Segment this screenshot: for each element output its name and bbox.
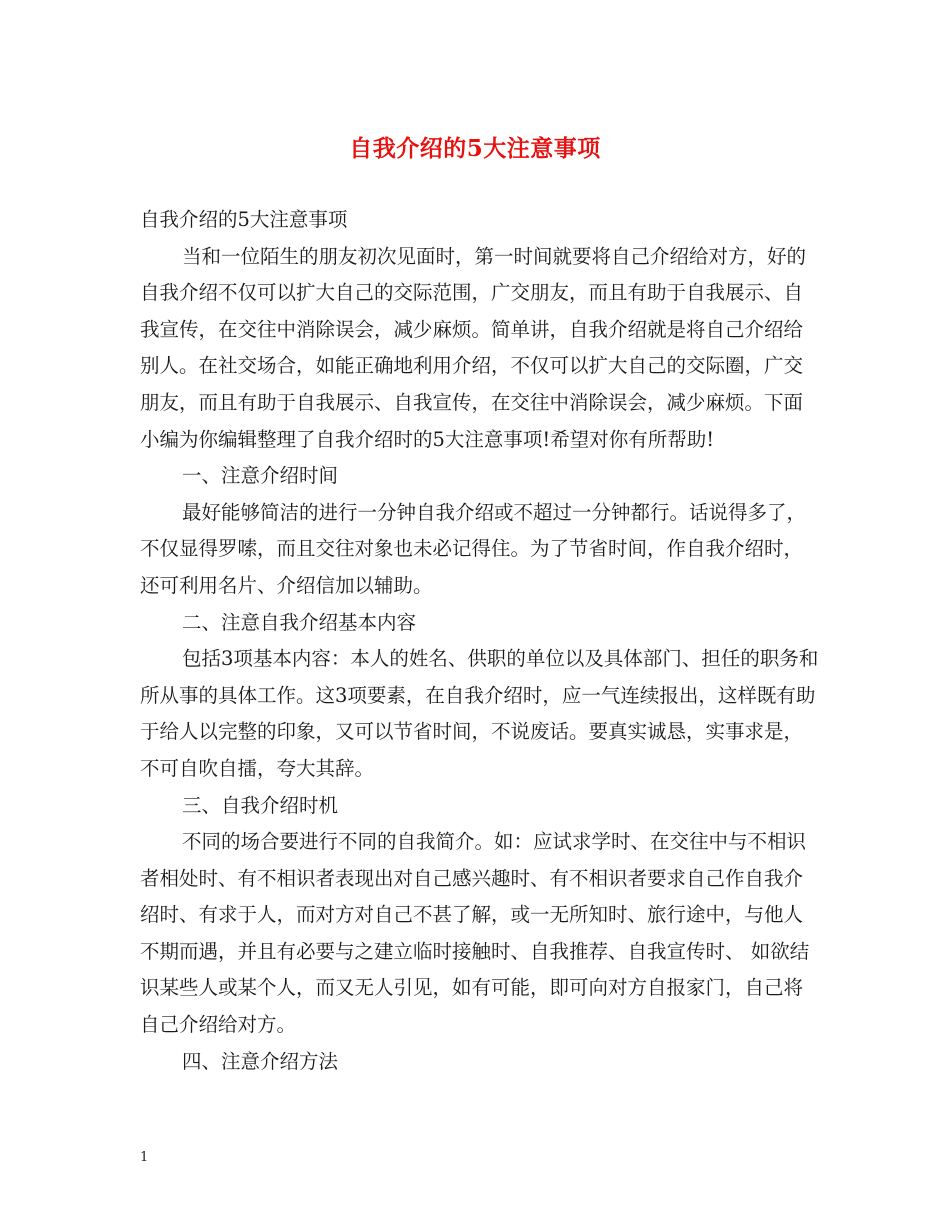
document-title: 自我介绍的5大注意事项 <box>349 135 601 162</box>
section-paragraph-2: 包括3项基本内容：本人的姓名、供职的单位以及具体部门、担任的职务和所从事的具体工作。这3项要素，在自我介绍时，应一气连续报出，这样既有助于给人以完整的印象，又可以节省时间，不说废话。要真实诚恳，实事求是，不可自吹自擂，夸大其辞。 <box>140 647 819 780</box>
intro-paragraph: 当和一位陌生的朋友初次见面时，第一时间就要将自己介绍给对方，好的自我介绍不仅可以扩大自己的交际范围，广交朋友，而且有助于自我展示、自我宣传，在交往中消除误会，减少麻烦。简单讲，自我介绍就是将自己介绍给别人。在社交场合，如能正确地利用介绍，不仅可以扩大自己的交际圈，广交朋友，而且有助于自我展示、自我宣传，在交往中消除误会，减少麻烦。下面小编为你编辑整理了自我介绍时的5大注意事项!希望对你有所帮助! <box>140 244 807 451</box>
section-heading-4: 四、注意介绍方法 <box>182 1049 339 1073</box>
body-heading: 自我介绍的5大注意事项 <box>140 208 348 231</box>
section-paragraph-3: 不同的场合要进行不同的自我简介。如：应试求学时、在交往中与不相识者相处时、有不相识者表现出对自己感兴趣时、有不相识者要求自己作自我介绍时、有求于人，而对方对自己不甚了解，或一无所知时、旅行途中，与他人不期而遇，并且有必要与之建立临时接触时、自我推荐、自我宣传时、 如欲结识某些人或某个人，而又无人引见，如有可能，即可向对方自报家门，自己将自己介绍给对方。 <box>140 830 810 1037</box>
document-body <box>140 202 820 1080</box>
section-paragraph-1: 最好能够简洁的进行一分钟自我介绍或不超过一分钟都行。话说得多了，不仅显得罗嗦，而且交往对象也未必记得住。为了节省时间，作自我介绍时，还可利用名片、介绍信加以辅助。 <box>140 500 807 597</box>
section-heading-1: 一、注意介绍时间 <box>182 464 339 488</box>
section-heading-3: 三、自我介绍时机 <box>182 793 339 817</box>
page-number: 1 <box>140 1150 149 1165</box>
section-heading-2: 二、注意自我介绍基本内容 <box>182 610 417 634</box>
